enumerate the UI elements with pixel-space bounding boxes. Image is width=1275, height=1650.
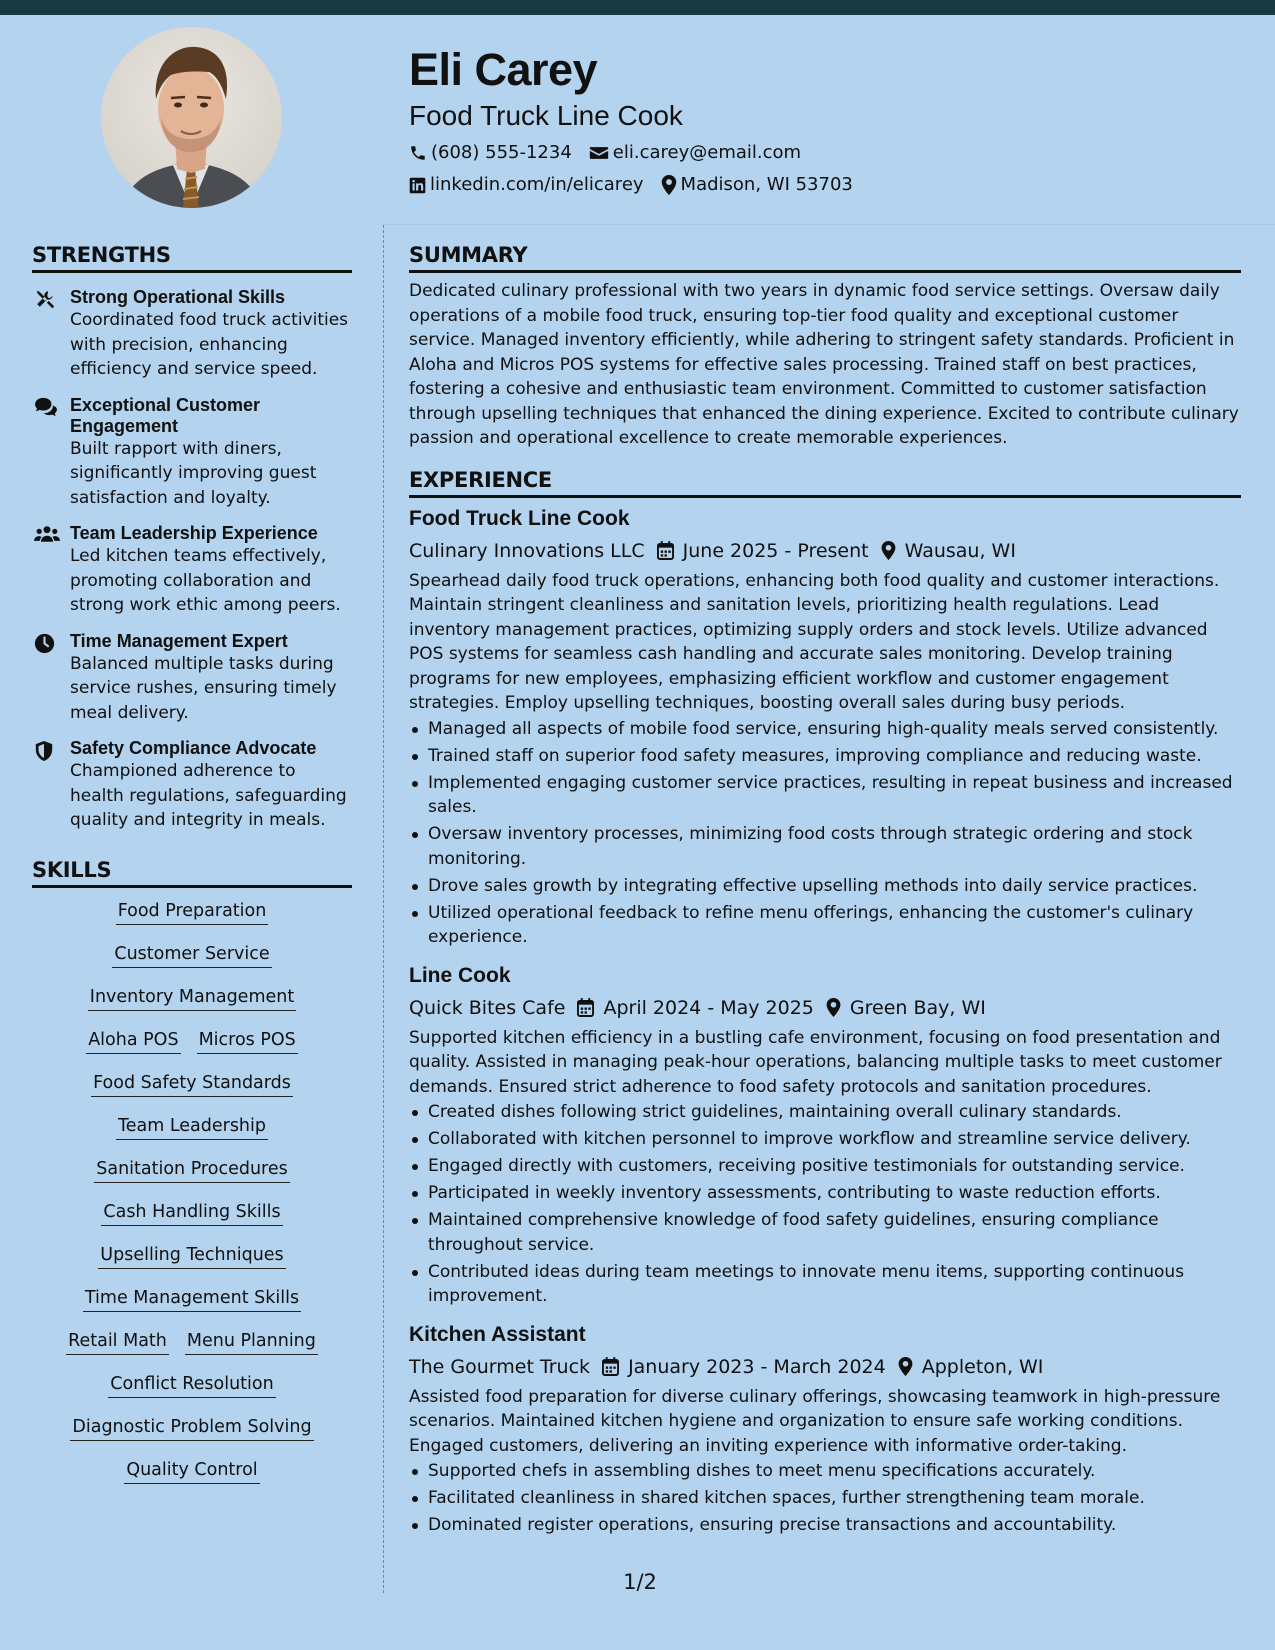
summary-text: Dedicated culinary professional with two years in dynamic food service settings. Oversaw daily operations of a mobile food truck, ensuring top-tier food quality and exceptional customer service. Managed inventory efficiently, while adhering to stringent safety standards. Proficient in Aloha and Micros POS systems for effective sales processing. Trained staff on best practices, fostering a cohesive and enthusiastic team environment. Committed to customer satisfaction through upselling techniques that enhanced the dining experience. Excited to contribute culinary passion and operational excellence to create memorable experiences. (409, 281, 1239, 448)
calendar-icon (577, 998, 594, 1017)
skill-tag: Menu Planning (185, 1330, 318, 1355)
skill-tag: Food Preparation (116, 900, 269, 925)
shield-icon (34, 740, 54, 762)
skill-tag: Inventory Management (88, 986, 296, 1011)
strength-title: Exceptional Customer Engagement (70, 394, 261, 436)
job-company: Quick Bites Cafe (409, 996, 566, 1019)
bullet-item: Created dishes following strict guidelines, maintaining overall culinary standards. (409, 1100, 1241, 1125)
bullet-item: Oversaw inventory processes, minimizing food costs through strategic ordering and stock monitoring. (409, 822, 1241, 871)
phone-text: (608) 555-1234 (431, 142, 572, 163)
bullet-item: Collaborated with kitchen personnel to improve workflow and streamline service delivery. (409, 1127, 1241, 1152)
skills-heading: SKILLS (32, 855, 352, 888)
skill-tag: Cash Handling Skills (101, 1201, 282, 1226)
bullet-item: Maintained comprehensive knowledge of food safety guidelines, ensuring compliance throughout service. (409, 1208, 1241, 1257)
job-company: Culinary Innovations LLC (409, 539, 645, 562)
chat-icon (34, 397, 58, 417)
tools-icon (34, 289, 56, 311)
strength-title: Team Leadership Experience (70, 523, 318, 543)
job-meta (409, 993, 1241, 1023)
page-number: 1/2 (623, 1570, 657, 1594)
strengths-heading: STRENGTHS (32, 240, 352, 273)
job-entry (409, 1320, 1241, 1538)
right-column (409, 240, 1241, 1549)
skill-tag: Team Leadership (116, 1115, 268, 1140)
strength-desc: Built rapport with diners, significantly improving guest satisfaction and loyalty. (70, 438, 317, 508)
location-contact (661, 170, 853, 200)
skill-tag: Conflict Resolution (108, 1373, 275, 1398)
job-dates: June 2025 - Present (682, 539, 869, 562)
candidate-name: Eli Carey (409, 44, 598, 95)
job-location: Green Bay, WI (849, 996, 986, 1019)
skill-tag: Diagnostic Problem Solving (70, 1416, 313, 1441)
profile-photo (101, 27, 282, 208)
skill-tag: Retail Math (66, 1330, 169, 1355)
left-column (32, 240, 352, 1484)
bullet-item: Facilitated cleanliness in shared kitchen spaces, further strengthening team morale. (409, 1486, 1241, 1511)
strength-desc: Led kitchen teams effectively, promoting collaboration and strong work ethic among peers. (70, 546, 341, 615)
job-bullets (409, 717, 1241, 950)
bullet-item: Drove sales growth by integrating effective upselling methods into daily service practices. (409, 874, 1241, 899)
contact-row-1 (409, 138, 1229, 168)
skill-tag: Time Management Skills (83, 1287, 301, 1312)
email-contact[interactable] (589, 138, 801, 168)
skill-tag: Aloha POS (86, 1029, 180, 1054)
job-meta (409, 536, 1241, 566)
job-title: Food Truck Line Cook (409, 506, 630, 530)
strength-item (32, 287, 352, 382)
skill-tag: Customer Service (112, 943, 271, 968)
job-description: Supported kitchen efficiency in a bustling cafe environment, focusing on food presentation and quality. Assisted in managing peak-hour operations, balancing multiple tasks to meet customer demands. Ensured strict adherence to food safety protocols and sanitation procedures. (409, 1027, 1222, 1097)
job-company: The Gourmet Truck (409, 1355, 591, 1378)
team-icon (34, 525, 60, 543)
phone-contact[interactable] (409, 138, 572, 168)
job-location: Wausau, WI (904, 539, 1016, 562)
experience-heading: EXPERIENCE (409, 465, 1241, 498)
bullet-item: Implemented engaging customer service practices, resulting in repeat business and increased sales. (409, 771, 1241, 820)
strength-item (32, 523, 352, 618)
bullet-item: Participated in weekly inventory assessments, contributing to waste reduction efforts. (409, 1181, 1241, 1206)
bullet-item: Utilized operational feedback to refine menu offerings, enhancing the customer's culinary experience. (409, 901, 1241, 950)
strength-item (32, 395, 352, 511)
job-meta (409, 1352, 1241, 1382)
location-text: Madison, WI 53703 (680, 174, 853, 195)
strength-item (32, 738, 352, 833)
strength-title: Strong Operational Skills (70, 287, 286, 307)
skill-tag: Quality Control (124, 1459, 259, 1484)
strength-title: Safety Compliance Advocate (70, 738, 317, 758)
job-bullets (409, 1100, 1241, 1309)
strength-desc: Championed adherence to health regulations, safeguarding quality and integrity in meals. (70, 761, 347, 830)
map-pin-icon (881, 541, 896, 560)
map-pin-icon (898, 1357, 913, 1376)
bullet-item: Contributed ideas during team meetings to innovate menu items, supporting continuous improvement. (409, 1260, 1241, 1309)
linkedin-contact[interactable] (409, 170, 644, 200)
job-description: Assisted food preparation for diverse culinary offerings, showcasing teamwork in high-pressure scenarios. Maintained kitchen hygiene and organization to ensure safe working conditions. Engaged customers, delivering an inviting experience with informative order-taking. (409, 1386, 1221, 1456)
contact-row-2 (409, 170, 1229, 200)
job-entry (409, 504, 1241, 950)
strength-desc: Balanced multiple tasks during service rushes, ensuring timely meal delivery. (70, 653, 337, 723)
job-location: Appleton, WI (921, 1355, 1044, 1378)
job-dates: January 2023 - March 2024 (628, 1355, 886, 1378)
column-divider (383, 225, 384, 1593)
job-bullets (409, 1459, 1241, 1538)
clock-icon (34, 633, 55, 654)
candidate-role: Food Truck Line Cook (409, 100, 683, 131)
avatar (101, 27, 282, 208)
envelope-icon (589, 144, 609, 162)
header-divider (383, 224, 1275, 225)
job-entry (409, 961, 1241, 1309)
bullet-item: Supported chefs in assembling dishes to meet menu specifications accurately. (409, 1459, 1241, 1484)
skill-tag: Sanitation Procedures (94, 1158, 290, 1183)
bullet-item: Engaged directly with customers, receiving positive testimonials for outstanding service. (409, 1154, 1241, 1179)
map-pin-icon (826, 998, 841, 1017)
skills-list (32, 900, 352, 1484)
linkedin-icon (409, 177, 426, 194)
job-title: Line Cook (409, 963, 511, 987)
skill-tag: Micros POS (197, 1029, 298, 1054)
resume-header (409, 40, 1229, 200)
calendar-icon (602, 1357, 619, 1376)
job-dates: April 2024 - May 2025 (603, 996, 814, 1019)
email-text: eli.carey@email.com (612, 142, 802, 163)
strength-desc: Coordinated food truck activities with precision, enhancing efficiency and service speed. (70, 310, 349, 379)
job-description: Spearhead daily food truck operations, enhancing both food quality and customer interactions. Maintain stringent cleanliness and sanitation levels, prioritizing health regulations. Lead inventory management practices, optimizing supply orders and stock levels. Utilize advanced POS systems for seamless cash handling and accurate sales monitoring. Develop training programs for new employees, emphasizing efficient workflow and customer engagement strategies. Employ upselling techniques, boosting overall sales during busy periods. (409, 570, 1220, 713)
calendar-icon (657, 541, 674, 560)
bullet-item: Trained staff on superior food safety measures, improving compliance and reducing waste. (409, 744, 1241, 769)
skill-tag: Upselling Techniques (98, 1244, 285, 1269)
summary-heading: SUMMARY (409, 240, 1241, 273)
bullet-item: Dominated register operations, ensuring precise transactions and accountability. (409, 1513, 1241, 1538)
skill-tag: Food Safety Standards (91, 1072, 293, 1097)
strength-item (32, 631, 352, 726)
bullet-item: Managed all aspects of mobile food service, ensuring high-quality meals served consistently. (409, 717, 1241, 742)
job-title: Kitchen Assistant (409, 1322, 586, 1346)
phone-icon (409, 144, 427, 162)
map-pin-icon (661, 175, 677, 195)
strength-title: Time Management Expert (70, 630, 288, 651)
linkedin-text: linkedin.com/in/elicarey (430, 174, 644, 195)
top-accent-bar (0, 0, 1275, 15)
